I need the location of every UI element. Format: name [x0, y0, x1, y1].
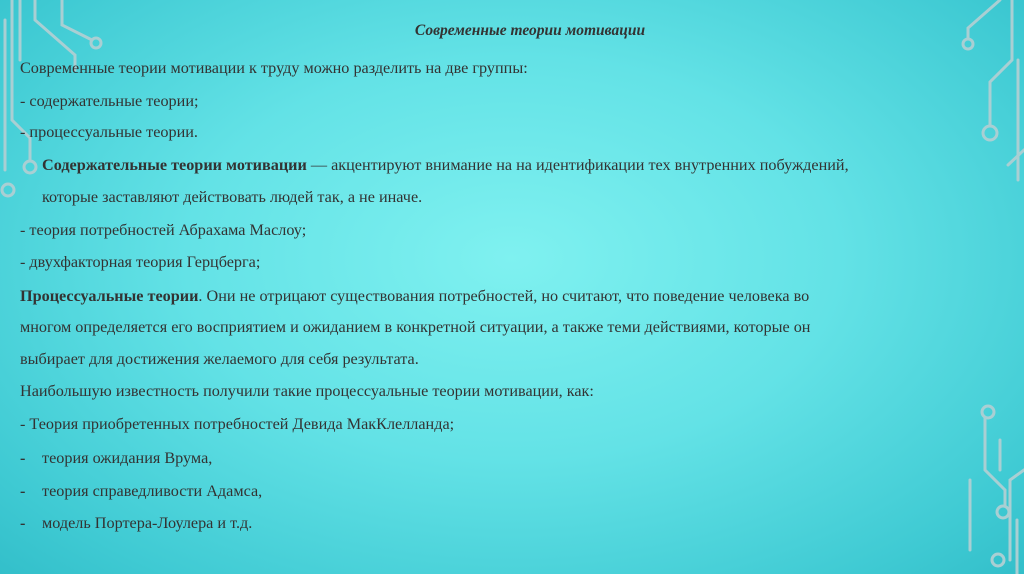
process-theories-text: . Они не отрицают существования потребностей, но считают, что поведение человека во [198, 287, 810, 305]
process-theory-item-text: теория справедливости Адамса, [42, 482, 263, 500]
process-theory-item [20, 448, 212, 468]
group-item: - процессуальные теории. [20, 123, 198, 141]
content-theories-text: — акцентируют внимание на на идентификации тех внутренних побуждений, [306, 156, 849, 174]
content-theories-text-cont: которые заставляют действовать людей так, а не иначе. [42, 188, 423, 206]
content-theory-item: - двухфакторная теория Герцберга; [20, 253, 261, 271]
content-theories-term: Содержательные теории мотивации [42, 156, 307, 174]
process-theories-definition [20, 286, 809, 306]
process-theories-term: Процессуальные теории [20, 287, 199, 305]
process-theory-item [20, 513, 252, 533]
process-theories-text-cont: выбирает для достижения желаемого для себя результата. [20, 350, 419, 368]
known-theories-intro: Наибольшую известность получили такие процессуальные теории мотивации, как: [20, 382, 594, 400]
intro-line: Современные теории мотивации к труду можно разделить на две группы: [20, 59, 528, 77]
process-theory-item [20, 481, 262, 501]
slide-title: Современные теории мотивации [414, 22, 646, 39]
process-theory-item-text: модель Портера-Лоулера и т.д. [42, 514, 253, 532]
process-theory-item-text: теория ожидания Врума, [42, 449, 213, 467]
bullet-dash: - [20, 449, 26, 467]
content-theories-definition [42, 155, 849, 175]
process-theories-text-cont: многом определяется его восприятием и ожиданием в конкретной ситуации, а также теми действиями, которые он [20, 318, 811, 336]
bullet-dash: - [20, 482, 26, 500]
content-theory-item: - теория потребностей Абрахама Маслоу; [20, 221, 307, 239]
bullet-dash: - [20, 514, 26, 532]
group-item: - содержательные теории; [20, 92, 199, 110]
process-theory-item: - Теория приобретенных потребностей Девида МакКлелланда; [20, 415, 455, 433]
